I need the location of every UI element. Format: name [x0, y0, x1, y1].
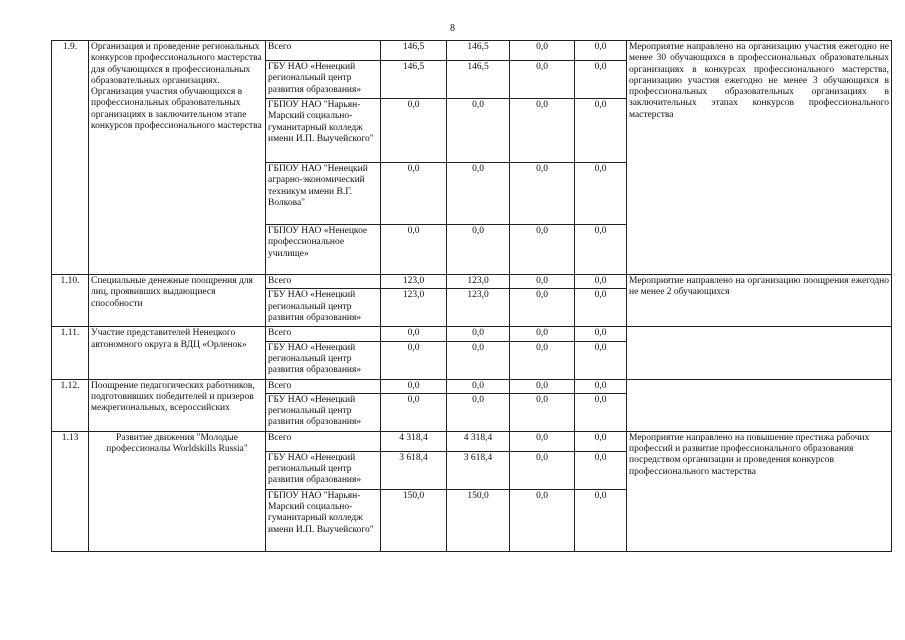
value-total: 0,0: [381, 225, 447, 275]
value-regional: 3 618,4: [447, 451, 510, 489]
value-other: 0,0: [575, 431, 627, 451]
value-regional: 4 318,4: [447, 431, 510, 451]
value-regional: 123,0: [447, 289, 510, 327]
value-regional: 0,0: [447, 393, 510, 431]
row-number: 1.10.: [52, 275, 89, 327]
table-row: [52, 431, 892, 451]
funding-source: ГБПОУ НАО "Нарьян-Марский социально-гуманитарный колледж имени И.П. Выучейского": [266, 99, 381, 163]
value-federal: 0,0: [510, 431, 575, 451]
table-row: [52, 41, 892, 61]
program-table: [51, 40, 892, 552]
value-other: 0,0: [575, 163, 627, 225]
value-regional: 0,0: [447, 379, 510, 393]
row-number: 1.13: [52, 431, 89, 551]
value-federal: 0,0: [510, 489, 575, 551]
value-total: 123,0: [381, 275, 447, 289]
value-total: 0,0: [381, 163, 447, 225]
funding-source: Всего: [266, 275, 381, 289]
value-other: 0,0: [575, 393, 627, 431]
value-total: 3 618,4: [381, 451, 447, 489]
activity-note: Мероприятие направлено на организацию поощрения ежегодно не менее 2 обучающихся: [627, 275, 892, 327]
value-total: 0,0: [381, 341, 447, 379]
funding-source: Всего: [266, 431, 381, 451]
value-other: 0,0: [575, 451, 627, 489]
value-federal: 0,0: [510, 225, 575, 275]
activity-name: Поощрение педагогических работников, подготовивших победителей и призеров межрегиональных, всероссийских: [89, 379, 266, 431]
activity-name: Организация и проведение региональных конкурсов профессионального мастерства для обучающихся в профессиональных образовательных организациях. Организация участия обучающихся в профессиональных образовательных организациях в заключительном этапе конкурсов профессионального мастерства: [89, 41, 266, 275]
value-federal: 0,0: [510, 379, 575, 393]
value-regional: 0,0: [447, 341, 510, 379]
value-other: 0,0: [575, 275, 627, 289]
funding-source: ГБУ НАО «Ненецкий региональный центр развития образования»: [266, 451, 381, 489]
value-federal: 0,0: [510, 163, 575, 225]
activity-note: Мероприятие направлено на организацию участия ежегодно не менее 30 обучающихся в профессиональных образовательных организациях в конкурсах профессионального мастерства, организацию участия ежегодно не менее 3 обучающихся в профессиональных образовательных организациях в заключительных этапах конкурсов профессионального мастерства: [627, 41, 892, 275]
table-row: [52, 327, 892, 341]
value-other: 0,0: [575, 341, 627, 379]
value-federal: 0,0: [510, 341, 575, 379]
value-federal: 0,0: [510, 289, 575, 327]
value-federal: 0,0: [510, 275, 575, 289]
value-federal: 0,0: [510, 451, 575, 489]
value-federal: 0,0: [510, 393, 575, 431]
activity-name: Участие представителей Ненецкого автономного округа в ВДЦ «Орленок»: [89, 327, 266, 379]
value-federal: 0,0: [510, 99, 575, 163]
activity-note: Мероприятие направлено на повышение престижа рабочих профессий и развитие профессионального образования посредством организации и проведения конкурсов профессионального мастерства: [627, 431, 892, 551]
value-total: 146,5: [381, 41, 447, 61]
row-number: 1.12.: [52, 379, 89, 431]
activity-note: [627, 379, 892, 431]
value-federal: 0,0: [510, 41, 575, 61]
value-other: 0,0: [575, 327, 627, 341]
value-other: 0,0: [575, 99, 627, 163]
funding-source: ГБПОУ НАО "Ненецкий аграрно-экономический техникум имени В.Г. Волкова": [266, 163, 381, 225]
activity-note: [627, 327, 892, 379]
value-total: 0,0: [381, 327, 447, 341]
value-total: 0,0: [381, 379, 447, 393]
value-other: 0,0: [575, 289, 627, 327]
funding-source: ГБУ НАО «Ненецкий региональный центр развития образования»: [266, 393, 381, 431]
table-row: [52, 275, 892, 289]
funding-source: ГБПОУ НАО "Нарьян-Марский социально-гуманитарный колледж имени И.П. Выучейского": [266, 489, 381, 551]
value-other: 0,0: [575, 489, 627, 551]
page-number: 8: [450, 23, 455, 34]
value-regional: 146,5: [447, 41, 510, 61]
value-federal: 0,0: [510, 327, 575, 341]
value-total: 150,0: [381, 489, 447, 551]
value-other: 0,0: [575, 61, 627, 99]
funding-source: Всего: [266, 41, 381, 61]
row-number: 1.11.: [52, 327, 89, 379]
value-regional: 123,0: [447, 275, 510, 289]
row-number: 1.9.: [52, 41, 89, 275]
value-total: 123,0: [381, 289, 447, 327]
value-other: 0,0: [575, 379, 627, 393]
value-federal: 0,0: [510, 61, 575, 99]
funding-source: Всего: [266, 327, 381, 341]
value-total: 0,0: [381, 393, 447, 431]
value-regional: 0,0: [447, 327, 510, 341]
funding-source: ГБУ НАО «Ненецкий региональный центр развития образования»: [266, 289, 381, 327]
value-total: 4 318,4: [381, 431, 447, 451]
value-regional: 150,0: [447, 489, 510, 551]
value-regional: 0,0: [447, 225, 510, 275]
funding-source: ГБПОУ НАО «Ненецкое профессиональное училище»: [266, 225, 381, 275]
value-other: 0,0: [575, 225, 627, 275]
funding-source: ГБУ НАО «Ненецкий региональный центр развития образования»: [266, 341, 381, 379]
table-row: [52, 379, 892, 393]
funding-source: ГБУ НАО «Ненецкий региональный центр развития образования»: [266, 61, 381, 99]
value-regional: 0,0: [447, 163, 510, 225]
value-other: 0,0: [575, 41, 627, 61]
value-regional: 0,0: [447, 99, 510, 163]
value-regional: 146,5: [447, 61, 510, 99]
value-total: 146,5: [381, 61, 447, 99]
activity-name: Развитие движения "Молодые профессионалы Worldskills Russia": [89, 431, 266, 551]
funding-source: Всего: [266, 379, 381, 393]
value-total: 0,0: [381, 99, 447, 163]
activity-name: Специальные денежные поощрения для лиц, проявивших выдающиеся способности: [89, 275, 266, 327]
